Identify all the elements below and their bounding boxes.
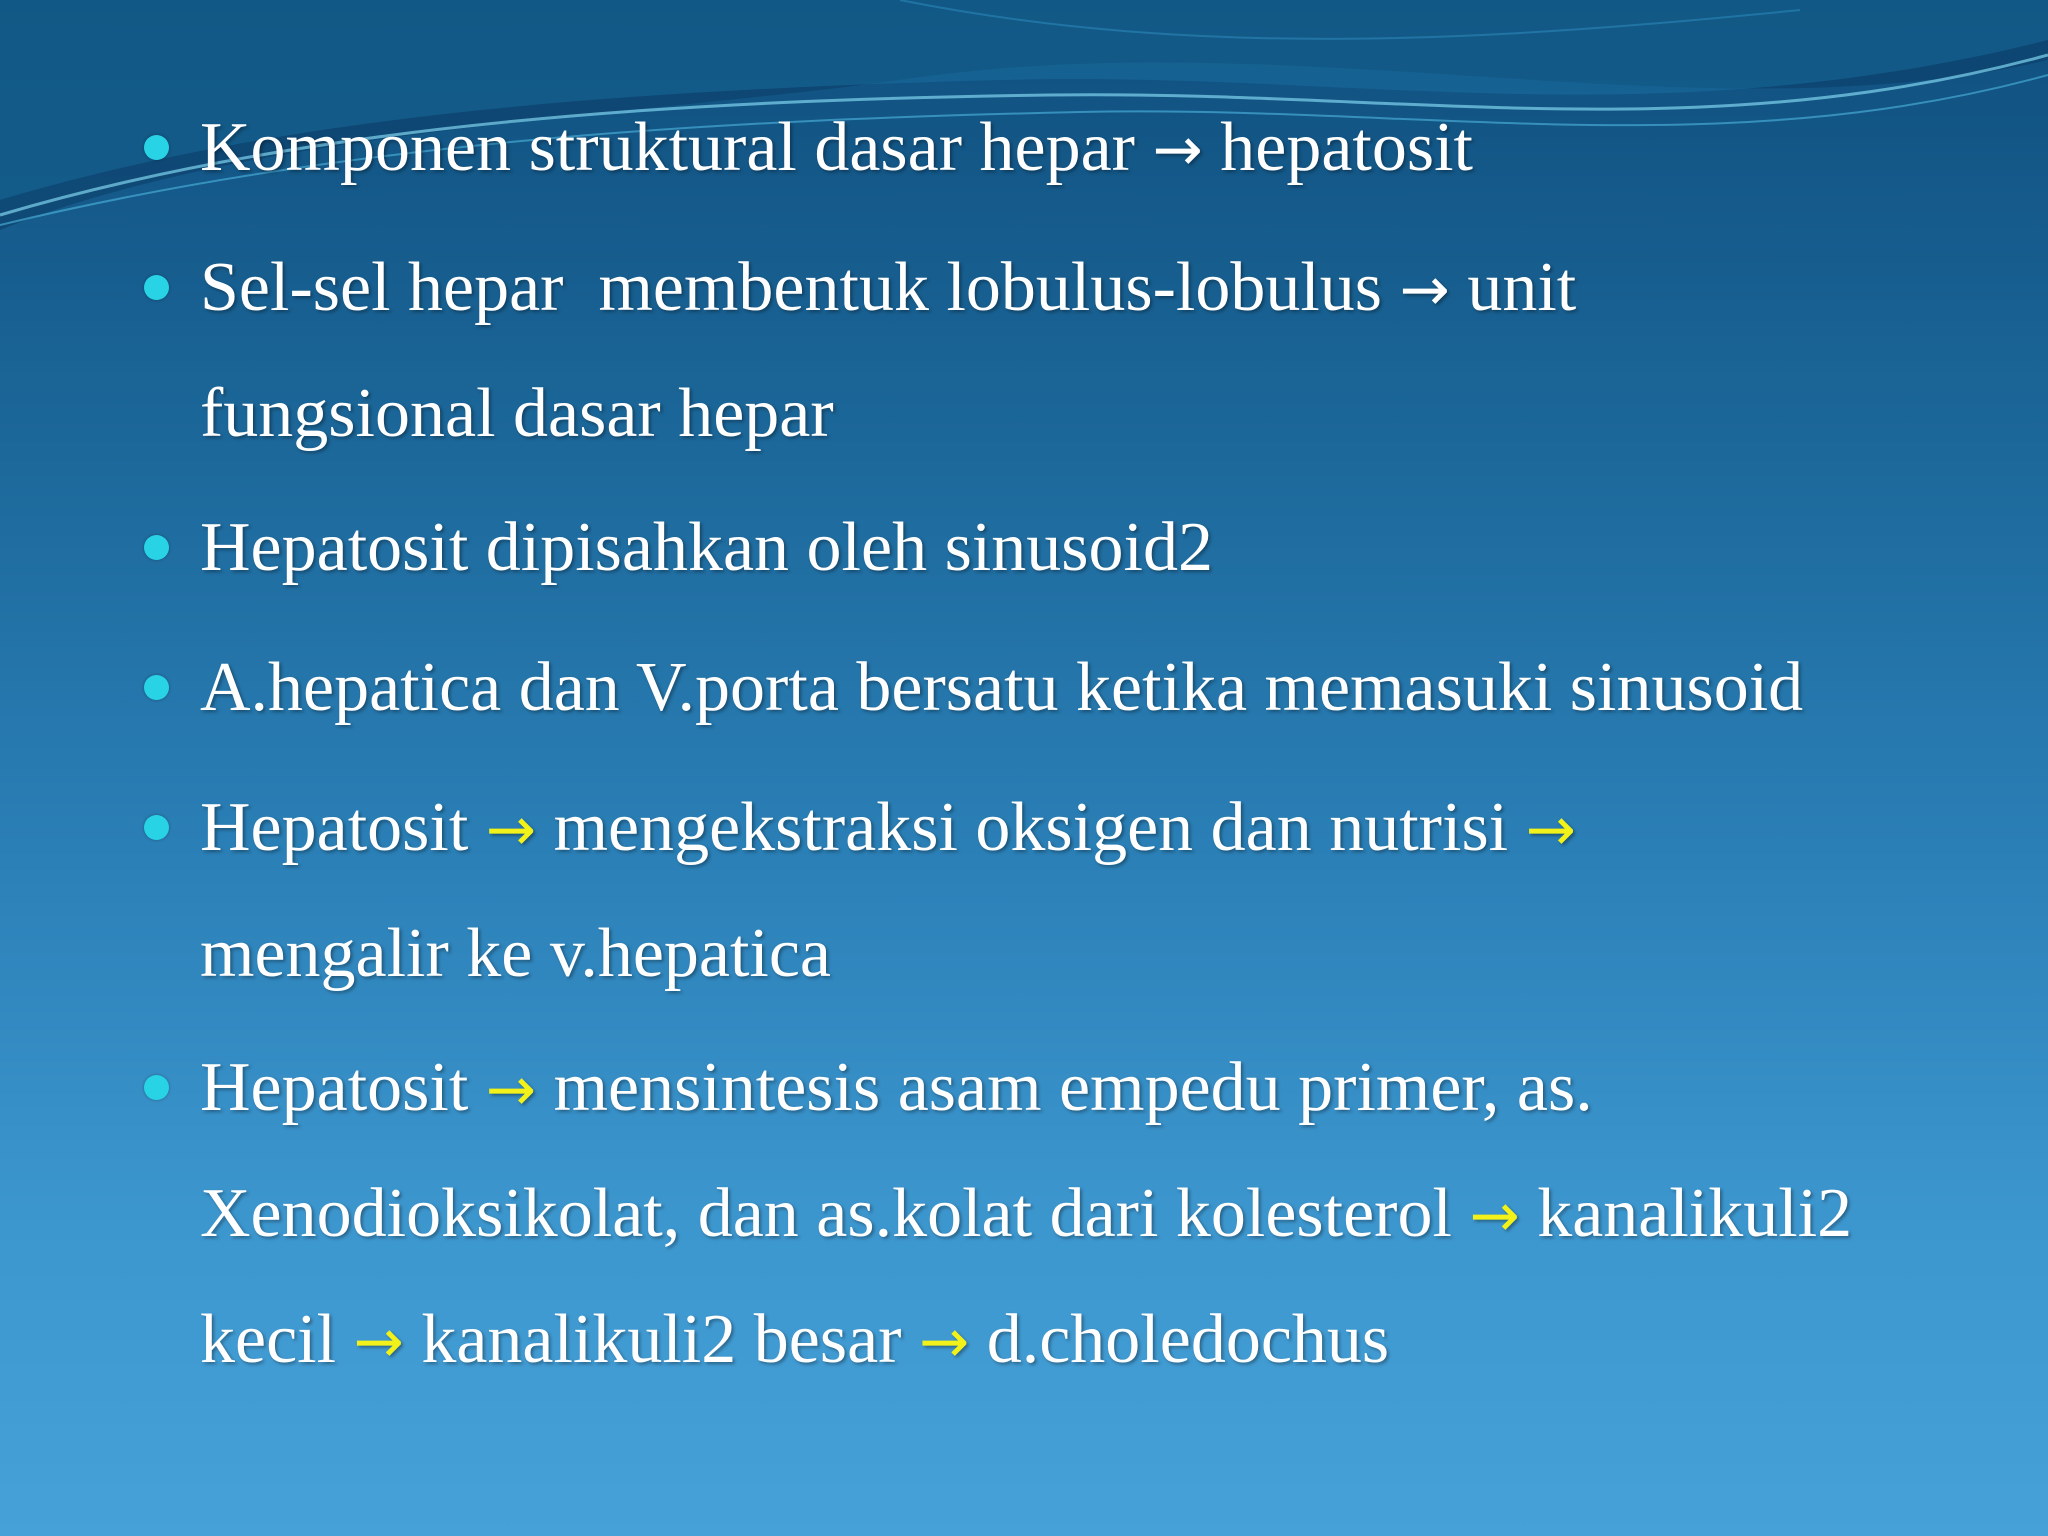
arrow-right-icon: → (485, 795, 537, 865)
bullet-text: kanalikuli2 (1519, 1175, 1853, 1252)
bullet-dot-icon (144, 1075, 169, 1100)
bullet-item (200, 626, 1980, 749)
bullet-line (200, 892, 1980, 1015)
bullet-item (200, 486, 1980, 609)
bullet-text: Komponen struktural dasar hepar (200, 109, 1153, 186)
bullet-dot-icon (144, 815, 169, 840)
bullet-line (200, 352, 1980, 475)
arrow-right-icon: → (918, 1307, 970, 1377)
bullet-text: Hepatosit (200, 789, 486, 866)
bullet-text: mensintesis asam empedu primer, as. (536, 1049, 1593, 1126)
bullet-text: d.choledochus (969, 1301, 1390, 1378)
bullet-text: kanalikuli2 besar (403, 1301, 919, 1378)
bullet-line (200, 1278, 1980, 1404)
bullet-line (200, 626, 1980, 749)
bullet-text: kecil (200, 1301, 354, 1378)
bullet-text: unit (1449, 249, 1577, 326)
bullet-text: mengekstraksi oksigen dan nutrisi (536, 789, 1526, 866)
arrow-right-icon: → (1399, 255, 1450, 325)
bullet-line (200, 226, 1980, 352)
bullet-text: Hepatosit dipisahkan oleh sinusoid2 (200, 509, 1213, 586)
bullet-line (200, 86, 1980, 212)
bullet-line (200, 1152, 1980, 1278)
arrow-right-icon: → (1469, 1181, 1520, 1251)
bullet-item (200, 226, 1980, 475)
arrow-right-icon: → (353, 1307, 404, 1377)
bullet-dot-icon (144, 135, 169, 160)
bullet-item (200, 766, 1980, 1015)
bullet-dot-icon (144, 535, 169, 560)
bullet-text: A.hepatica dan V.porta bersatu ketika memasuki sinusoid (200, 649, 1804, 726)
bullet-line (200, 486, 1980, 609)
bullet-text: Xenodioksikolat, dan as.kolat dari kolesterol (200, 1175, 1470, 1252)
bullet-item (200, 1026, 1980, 1404)
bullet-dot-icon (144, 275, 169, 300)
bullet-text: mengalir ke v.hepatica (200, 915, 831, 992)
bullet-text: hepatosit (1202, 109, 1474, 186)
bullet-line (200, 766, 1980, 892)
bullet-dot-icon (144, 675, 169, 700)
bullet-line (200, 1026, 1980, 1152)
bullet-text: fungsional dasar hepar (200, 375, 834, 452)
arrow-right-icon: → (1525, 795, 1576, 865)
arrow-right-icon: → (485, 1055, 537, 1125)
bullet-item (200, 86, 1980, 212)
bullet-text: Hepatosit (200, 1049, 486, 1126)
bullet-text: Sel-sel hepar membentuk lobulus-lobulus (200, 249, 1400, 326)
arrow-right-icon: → (1152, 115, 1203, 185)
